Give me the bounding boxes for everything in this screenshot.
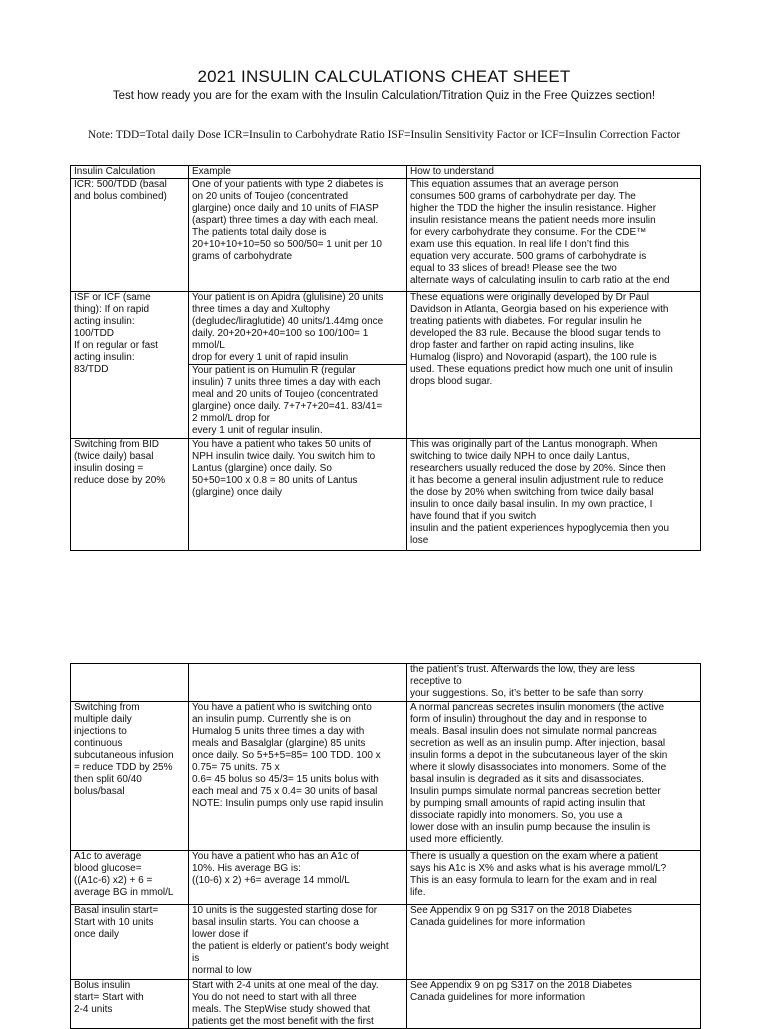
- example-regular-insulin: [189, 364, 406, 437]
- text-line: (twice daily) basal: [74, 451, 154, 462]
- text-line: NPH insulin twice daily. You switch him to: [192, 451, 376, 462]
- text-line: 50+50=100 x 0.8 = 80 units of Lantus: [192, 475, 358, 486]
- text-line: 0.75= 75 units. 75 x: [192, 762, 280, 773]
- text-line: insulin) 7 units three times a day with each: [192, 377, 381, 388]
- text-line: 10%. His average BG is:: [192, 863, 301, 874]
- text-line: on 20 units of Toujeo (concentrated: [192, 191, 349, 202]
- table-row-bolus-start: [71, 980, 701, 1029]
- text-line: Insulin pumps simulate normal pancreas secretion better: [410, 786, 661, 797]
- text-line: insulin and the patient experiences hypoglycemia then you: [410, 523, 670, 534]
- calc-cell: [71, 664, 189, 702]
- text-line: glargine) once daily. 7+7+7+20=41. 83/41=: [192, 401, 383, 412]
- text-line: One of your patients with type 2 diabetes is: [192, 179, 384, 190]
- example-cell: [189, 439, 407, 551]
- text-line: = reduce TDD by 25%: [74, 762, 173, 773]
- text-line: insulin to once daily basal insulin. In my own practice, I: [410, 499, 653, 510]
- text-line: Your patient is on Humulin R (regular: [192, 365, 356, 376]
- text-line: Switching from: [74, 702, 140, 713]
- text-line: 100/TDD: [74, 328, 115, 339]
- text-line: is: [192, 953, 200, 964]
- table-row-pump-switch: [71, 702, 701, 851]
- text-line: reduce dose by 20%: [74, 475, 166, 486]
- text-line: switching to twice daily NPH to once daily Lantus,: [410, 451, 630, 462]
- text-line: patients get the most benefit with the first: [192, 1016, 374, 1027]
- text-line: lower dose if: [192, 929, 249, 940]
- calc-cell: [71, 179, 189, 292]
- text-line: ISF or ICF (same: [74, 292, 151, 303]
- text-line: grams of carbohydrate: [192, 251, 293, 262]
- text-line: glargine) once daily and 10 units of FIASP: [192, 203, 379, 214]
- text-line: 20+10+10+10=50 so 500/50= 1 unit per 10: [192, 239, 382, 250]
- text-line: meals. The StepWise study showed that: [192, 1004, 371, 1015]
- text-line: have found that if you switch: [410, 511, 537, 522]
- example-cell: [189, 980, 407, 1029]
- example-cell: [189, 851, 407, 905]
- table-header-row: [71, 166, 701, 179]
- insulin-calculations-table: [70, 165, 701, 551]
- text-line: equation very accurate. 500 grams of carbohydrate is: [410, 251, 647, 262]
- table-row-isf: [71, 292, 701, 439]
- text-line: Bolus insulin: [74, 980, 131, 991]
- text-line: Davidson in Atlanta, Georgia based on his experience with: [410, 304, 669, 315]
- text-line: life.: [410, 887, 426, 898]
- table-row-a1c: [71, 851, 701, 905]
- text-line: Basal insulin start=: [74, 905, 159, 916]
- text-line: A1c to average: [74, 851, 142, 862]
- text-line: then split 60/40: [74, 774, 142, 785]
- text-line: 2 mmol/L drop for: [192, 413, 270, 424]
- text-line: thing): If on rapid: [74, 304, 150, 315]
- text-line: insulin resistance means the patient needs more insulin: [410, 215, 656, 226]
- understand-cell: [407, 702, 701, 851]
- text-line: by pumping small amounts of rapid acting insulin that: [410, 798, 646, 809]
- understand-cell: [407, 980, 701, 1029]
- table-row-continuation: [71, 664, 701, 702]
- text-line: 83/TDD: [74, 364, 109, 375]
- calc-cell: [71, 851, 189, 905]
- calc-cell: [71, 702, 189, 851]
- text-line: treating patients with diabetes. For regular insulin he: [410, 316, 642, 327]
- text-line: meals. Basal insulin does not simulate normal pancreas: [410, 726, 657, 737]
- understand-cell: [407, 664, 701, 702]
- calc-cell: [71, 980, 189, 1029]
- calc-cell: [71, 439, 189, 551]
- text-line: secretion as well as an insulin pump. After injection, basal: [410, 738, 666, 749]
- text-line: Humalog (lispro) and Novorapid (aspart), the 100 rule is: [410, 352, 657, 363]
- text-line: where it slowly disassociates into monomers. Some of the: [410, 762, 667, 773]
- text-line: ICR: 500/TDD (basal: [74, 179, 167, 190]
- text-line: lose: [410, 535, 429, 546]
- text-line: You have a patient who has an A1c of: [192, 851, 359, 862]
- text-line: Lantus (glargine) once daily. So: [192, 463, 332, 474]
- text-line: normal to low: [192, 965, 252, 976]
- example-cell: [189, 702, 407, 851]
- text-line: alternate ways of calculating insulin to carb ratio at the end: [410, 275, 670, 286]
- understand-cell: [407, 179, 701, 292]
- understand-cell: [407, 905, 701, 980]
- text-line: consumes 500 grams of carbohydrate per day. The: [410, 191, 636, 202]
- text-line: form of insulin) throughout the day and in response to: [410, 714, 647, 725]
- text-line: ((A1c-6) x2) + 6 =: [74, 875, 153, 886]
- text-line: acting insulin:: [74, 316, 135, 327]
- text-line: This is an easy formula to learn for the exam and in real: [410, 875, 657, 886]
- abbreviation-note: Note: TDD=Total daily Dose ICR=Insulin to Carbohydrate Ratio ISF=Insulin Sensitivity Factor or ICF=Insulin Correction Factor: [87, 129, 681, 141]
- text-line: drop faster and farther on rapid acting insulins, like: [410, 340, 635, 351]
- text-line: exam use this equation. In real life I don’t find this: [410, 239, 630, 250]
- header-how-to-understand: How to understand: [407, 166, 701, 179]
- understand-cell: [407, 439, 701, 551]
- example-cell: [189, 179, 407, 292]
- text-line: receptive to: [410, 676, 462, 687]
- text-line: basal insulin is degraded as it sits and disassociates.: [410, 774, 645, 785]
- text-line: continuous: [74, 738, 123, 749]
- text-line: average BG in mmol/L: [74, 887, 174, 898]
- text-line: Your patient is on Apidra (glulisine) 20 units: [192, 292, 384, 303]
- header-insulin-calculation: Insulin Calculation: [71, 166, 189, 179]
- text-line: lower dose with an insulin pump because the insulin is: [410, 822, 651, 833]
- text-line: Canada guidelines for more information: [410, 992, 586, 1003]
- text-line: equal to 33 slices of bread! Please see the two: [410, 263, 617, 274]
- calc-cell: [71, 905, 189, 980]
- example-cell: [189, 292, 407, 439]
- table-row-icr: [71, 179, 701, 292]
- text-line: it has become a general insulin adjustment rule to reduce: [410, 475, 664, 486]
- table-row-bid-switch: [71, 439, 701, 551]
- text-line: NOTE: Insulin pumps only use rapid insulin: [192, 798, 384, 809]
- text-line: A normal pancreas secretes insulin monomers (the active: [410, 702, 665, 713]
- text-line: This was originally part of the Lantus monograph. When: [410, 439, 658, 450]
- text-line: There is usually a question on the exam where a patient: [410, 851, 658, 862]
- text-line: drops blood sugar.: [410, 376, 493, 387]
- text-line: injections to: [74, 726, 127, 737]
- text-line: the patient is elderly or patient’s body weight: [192, 941, 389, 952]
- text-line: every 1 unit of regular insulin.: [192, 425, 323, 436]
- text-line: bolus/basal: [74, 786, 125, 797]
- text-line: 10 units is the suggested starting dose for: [192, 905, 378, 916]
- text-line: used. These equations predict how much one unit of insulin: [410, 364, 673, 375]
- text-line: basal insulin starts. You can choose a: [192, 917, 359, 928]
- text-line: and bolus combined): [74, 191, 167, 202]
- table-row-basal-start: [71, 905, 701, 980]
- page-title: 2021 INSULIN CALCULATIONS CHEAT SHEET: [197, 67, 571, 86]
- text-line: start= Start with: [74, 992, 144, 1003]
- header-example: Example: [189, 166, 407, 179]
- text-line: developed the 83 rule. Because the blood sugar tends to: [410, 328, 661, 339]
- text-line: three times a day and Xultophy: [192, 304, 330, 315]
- text-line: Canada guidelines for more information: [410, 917, 586, 928]
- text-line: The patients total daily dose is: [192, 227, 327, 238]
- example-rapid-insulin: [192, 292, 403, 364]
- text-line: higher the TDD the higher the insulin resistance. Higher: [410, 203, 657, 214]
- example-cell: [189, 905, 407, 980]
- text-line: an insulin pump. Currently she is on: [192, 714, 351, 725]
- text-line: meal and 20 units of Toujeo (concentrated: [192, 389, 379, 400]
- text-line: Switching from BID: [74, 439, 160, 450]
- text-line: drop for every 1 unit of rapid insulin: [192, 352, 349, 363]
- text-line: acting insulin:: [74, 352, 135, 363]
- text-line: meals and Basalglar (glargine) 85 units: [192, 738, 366, 749]
- understand-cell: [407, 292, 701, 439]
- text-line: used more efficiently.: [410, 834, 504, 845]
- text-line: the patient’s trust. Afterwards the low, they are less: [410, 664, 635, 675]
- text-line: You have a patient who is switching onto: [192, 702, 372, 713]
- text-line: 0.6= 45 bolus so 45/3= 15 units bolus with: [192, 774, 379, 785]
- page-subtitle: Test how ready you are for the exam with the Insulin Calculation/Titration Quiz in the Free Quizzes section!: [112, 90, 656, 102]
- text-line: for every carbohydrate they consume. For the CDE™: [410, 227, 647, 238]
- text-line: See Appendix 9 on pg S317 on the 2018 Diabetes: [410, 980, 632, 991]
- text-line: dissociate rapidly into monomers. So, you use a: [410, 810, 623, 821]
- text-line: the dose by 20% when switching from twice daily basal: [410, 487, 654, 498]
- text-line: researchers usually reduced the dose by 20%. Since then: [410, 463, 666, 474]
- text-line: (degludec/liraglutide) 40 units/1.44mg once: [192, 316, 384, 327]
- text-line: once daily. So 5+5+5=85= 100 TDD. 100 x: [192, 750, 381, 761]
- understand-cell: [407, 851, 701, 905]
- text-line: daily. 20+20+20+40=100 so 100/100= 1: [192, 328, 369, 339]
- text-line: (glargine) once daily: [192, 487, 283, 498]
- text-line: once daily: [74, 929, 120, 940]
- text-line: See Appendix 9 on pg S317 on the 2018 Diabetes: [410, 905, 632, 916]
- text-line: Humalog 5 units three times a day with: [192, 726, 365, 737]
- text-line: mmol/L: [192, 340, 225, 351]
- text-line: Start with 10 units: [74, 917, 154, 928]
- example-cell: [189, 664, 407, 702]
- text-line: says his A1c is X% and asks what is his average mmol/L?: [410, 863, 667, 874]
- text-line: (aspart) three times a day with each meal.: [192, 215, 379, 226]
- text-line: blood glucose=: [74, 863, 142, 874]
- text-line: This equation assumes that an average person: [410, 179, 619, 190]
- text-line: subcutaneous infusion: [74, 750, 174, 761]
- text-line: These equations were originally developed by Dr Paul: [410, 292, 650, 303]
- text-line: You do not need to start with all three: [192, 992, 357, 1003]
- text-line: insulin dosing =: [74, 463, 144, 474]
- text-line: You have a patient who takes 50 units of: [192, 439, 372, 450]
- text-line: your suggestions. So, it’s better to be safe than sorry: [410, 688, 644, 699]
- text-line: each meal and 75 x 0.4= 30 units of basal: [192, 786, 378, 797]
- text-line: 2-4 units: [74, 1004, 113, 1015]
- text-line: ((10-6) x 2) +6= average 14 mmol/L: [192, 875, 350, 886]
- text-line: If on regular or fast: [74, 340, 158, 351]
- text-line: insulin forms a depot in the subcutaneous layer of the skin: [410, 750, 668, 761]
- text-line: multiple daily: [74, 714, 132, 725]
- calc-cell: [71, 292, 189, 439]
- text-line: Start with 2-4 units at one meal of the day.: [192, 980, 379, 991]
- insulin-calculations-table-continued: [70, 663, 701, 1029]
